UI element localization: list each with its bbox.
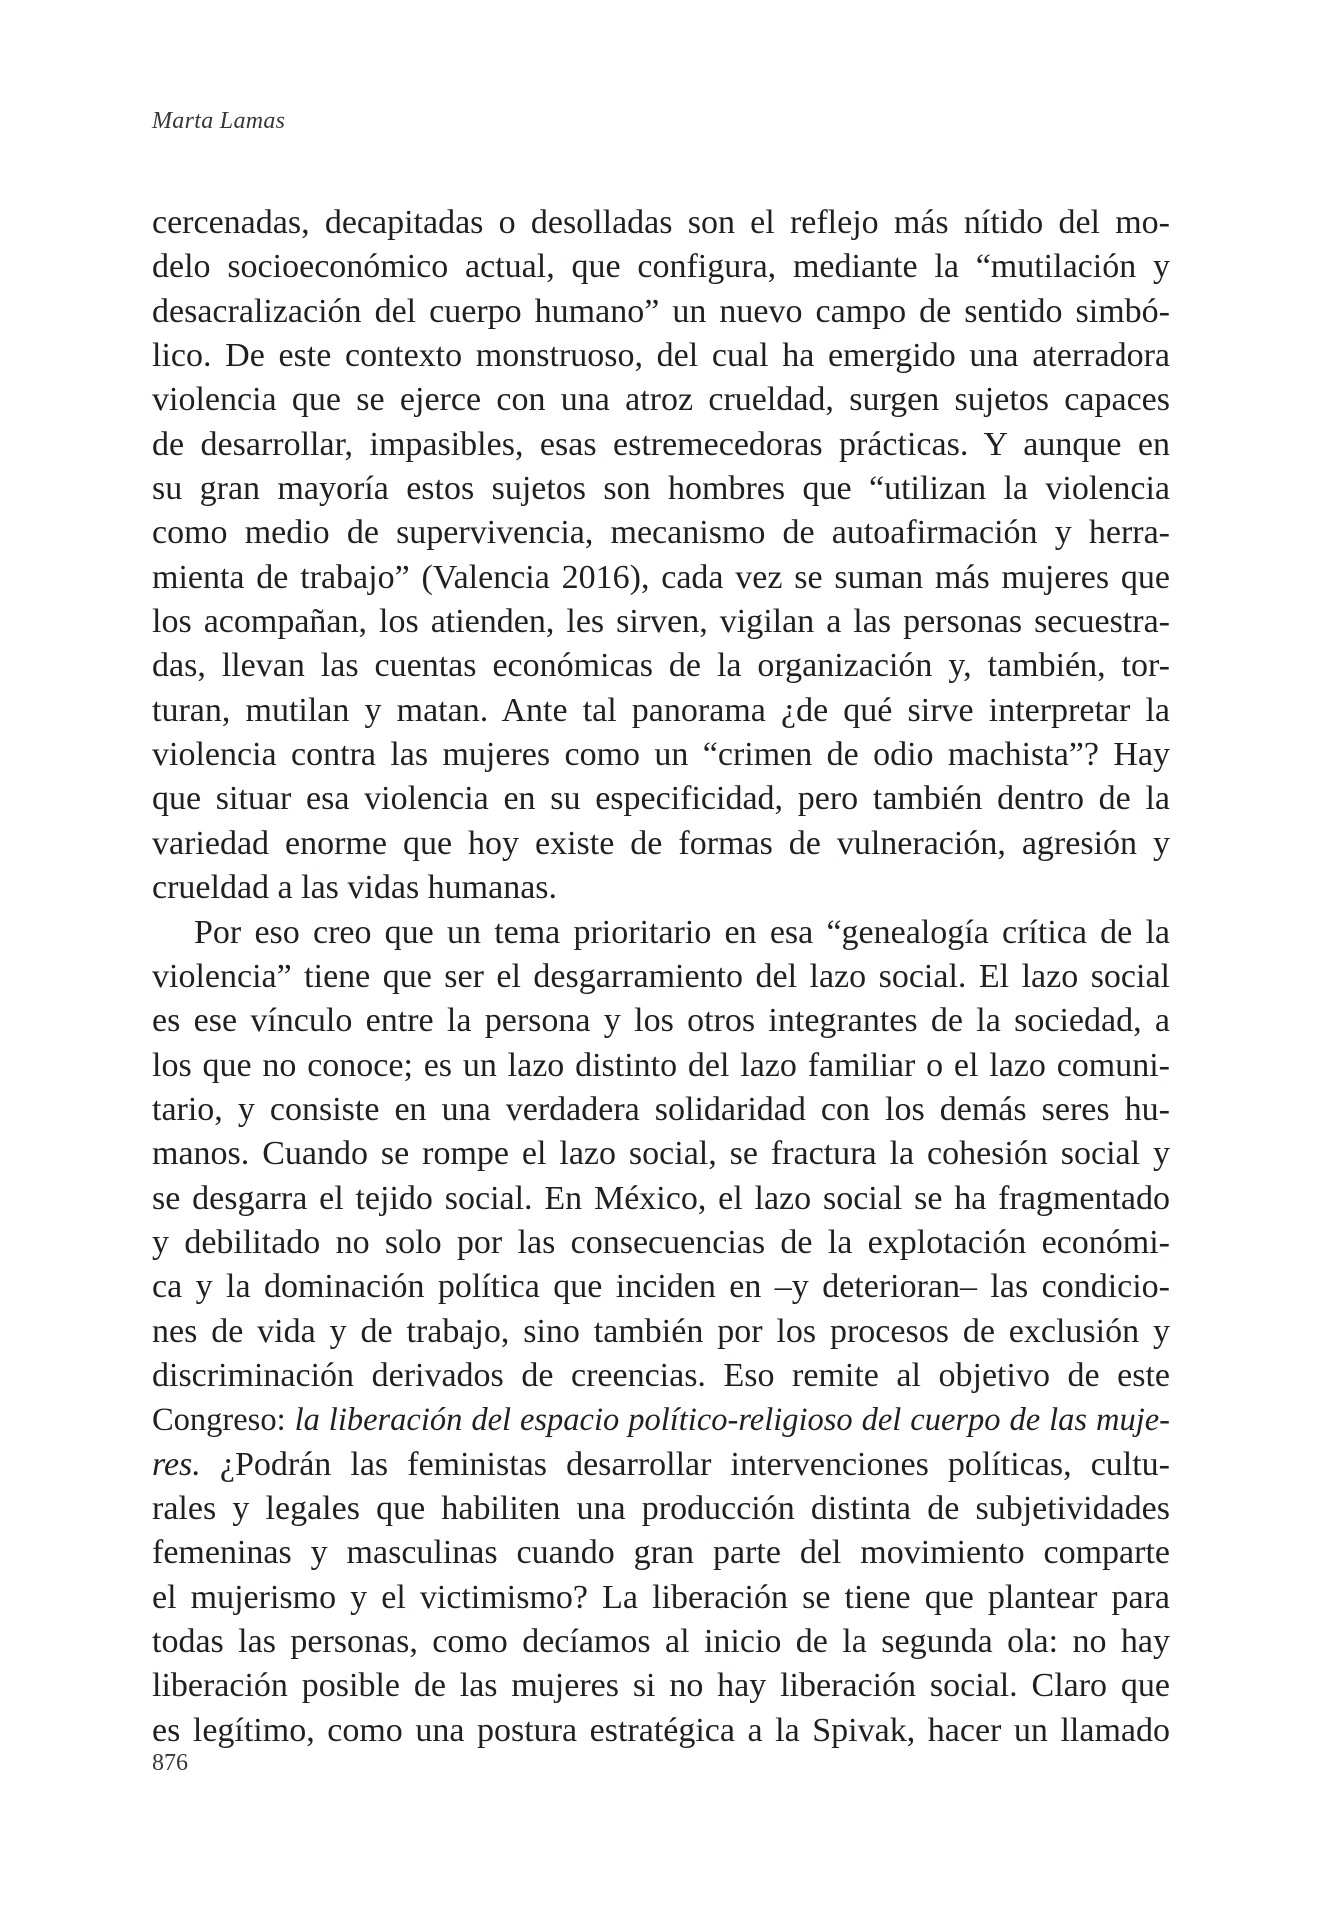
text-line: lico. De este contexto monstruoso, del cual ha emergido una aterradora [152, 337, 1170, 375]
text-line: rales y legales que habiliten una producción distinta de subjetividades [152, 1489, 1170, 1527]
text-line: liberación posible de las mujeres si no hay liberación social. Claro que [152, 1667, 1170, 1705]
text-line: violencia” tiene que ser el desgarramiento del lazo social. El lazo social [152, 957, 1170, 995]
text-line: violencia contra las mujeres como un “crimen de odio machista”? Hay [152, 736, 1170, 774]
text-line-res [152, 1443, 1170, 1487]
text-run: Congreso: [152, 1402, 295, 1439]
text-line: violencia que se ejerce con una atroz crueldad, surgen sujetos capaces [152, 381, 1170, 419]
text-line: das, llevan las cuentas económicas de la organización y, también, tor- [152, 647, 1170, 685]
text-line: es ese vínculo entre la persona y los otros integrantes de la sociedad, a [152, 1002, 1170, 1040]
text-line: el mujerismo y el victimismo? La liberación se tiene que plantear para [152, 1578, 1170, 1616]
text-line: crueldad a las vidas humanas. [152, 869, 558, 907]
text-line: los acompañan, los atienden, les sirven, vigilan a las personas secuestra- [152, 603, 1170, 641]
text-line: cercenadas, decapitadas o desolladas son el reflejo más nítido del mo- [152, 204, 1170, 241]
text-line: tario, y consiste en una verdadera solidaridad con los demás seres hu- [152, 1090, 1170, 1128]
text-line: que situar esa violencia en su especificidad, pero también dentro de la [152, 780, 1170, 818]
running-head-author: Marta Lamas [152, 108, 286, 134]
text-line: femeninas y masculinas cuando gran parte del movimiento comparte [152, 1534, 1170, 1572]
text-line: como medio de supervivencia, mecanismo de autoafirmación y herra- [152, 514, 1170, 552]
text-line: desacralización del cuerpo humano” un nuevo campo de sentido simbó- [152, 292, 1170, 330]
text-line: de desarrollar, impasibles, esas estremecedoras prácticas. Y aunque en [152, 425, 1170, 463]
text-line: y debilitado no solo por las consecuencias de la explotación económi- [152, 1223, 1170, 1261]
text-line: delo socioeconómico actual, que configura, mediante la “mutilación y [152, 248, 1170, 286]
text-line: los que no conoce; es un lazo distinto del lazo familiar o el lazo comuni- [152, 1046, 1170, 1084]
text-line: manos. Cuando se rompe el lazo social, se fractura la cohesión social y [152, 1135, 1170, 1173]
body-text [152, 201, 1170, 1753]
text-line-congreso [152, 1398, 1170, 1442]
text-line: turan, mutilan y matan. Ante tal panorama ¿de qué sirve interpretar la [152, 691, 1170, 729]
text-line: es legítimo, como una postura estratégica a la Spivak, hacer un llamado [152, 1711, 1170, 1749]
text-line: todas las personas, como decíamos al inicio de la segunda ola: no hay [152, 1623, 1170, 1660]
text-line: variedad enorme que hoy existe de formas de vulneración, agresión y [152, 824, 1170, 862]
paragraph-2 [152, 911, 1170, 1754]
text-line: su gran mayoría estos sujetos son hombres que “utilizan la violencia [152, 470, 1170, 508]
text-run: ¿Podrán las feministas desarrollar intervenciones políticas, cultu- [200, 1445, 1170, 1483]
italic-phrase: res. [152, 1445, 201, 1483]
text-line: Por eso creo que un tema prioritario en esa “genealogía crítica de la [194, 913, 1170, 951]
italic-phrase: la liberación del espacio político-religioso del cuerpo de las muje- [294, 1402, 1170, 1439]
paragraph-1 [152, 201, 1170, 911]
text-line: ca y la dominación política que inciden en –y deterioran– las condicio- [152, 1268, 1170, 1306]
text-line: mienta de trabajo” (Valencia 2016), cada vez se suman más mujeres que [152, 558, 1170, 596]
page-number: 876 [152, 1750, 188, 1776]
text-line: discriminación derivados de creencias. Eso remite al objetivo de este [152, 1356, 1170, 1394]
text-line: nes de vida y de trabajo, sino también por los procesos de exclusión y [152, 1312, 1170, 1350]
text-line: se desgarra el tejido social. En México, el lazo social se ha fragmentado [152, 1179, 1170, 1217]
